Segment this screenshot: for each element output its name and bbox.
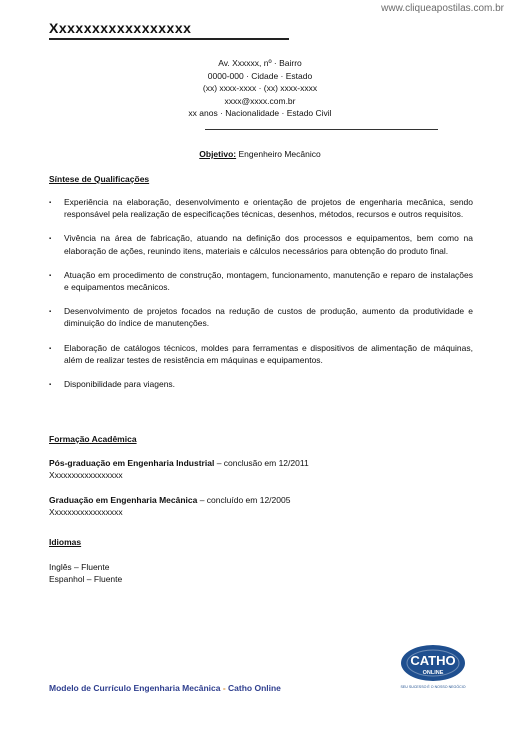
course-name: Pós-graduação em Engenharia Industrial [49,458,215,468]
footer-text [49,683,281,693]
objective-label: Objetivo: [199,149,237,159]
institution: Xxxxxxxxxxxxxxxxx [49,470,123,481]
education-item [49,457,469,482]
language-item: Espanhol – Fluente [49,574,123,585]
list-item: ▪ Disponibilidade para viagens. [49,378,473,390]
name-divider [49,38,289,40]
course-status: – conclusão em 12/2011 [214,458,309,468]
language-item: Inglês – Fluente [49,562,110,572]
qualifications-list [49,196,473,402]
footer-separator: - [220,683,229,693]
candidate-name: Xxxxxxxxxxxxxxxxx [49,20,192,36]
city-line: 0000-000 · Cidade · Estado [207,70,313,81]
qualifications-heading: Síntese de Qualificações [49,174,150,184]
logo-sub: ONLINE [422,670,444,676]
email-line: xxxx@xxxx.com.br [224,95,296,106]
list-item: ▪ Elaboração de catálogos técnicos, moldes para ferramentas e dispositivos de alimentação de máquinas, além de realizar testes de resistência em máquinas e equipamentos. [49,342,473,366]
education-item [49,494,469,519]
phone-line: (xx) xxxx-xxxx · (xx) xxxx-xxxx [202,83,318,94]
objective [130,149,390,159]
list-item: ▪ Vivência na área de fabricação, atuando na definição dos processos e equipamentos, bem como na elaboração de ações, reunindo itens, materiais e cálculos necessários para obtenção do produto final. [49,232,473,256]
institution: Xxxxxxxxxxxxxxxxx [49,507,123,518]
list-item: ▪ Desenvolvimento de projetos focados na redução de custos de produção, aumento da produtividade e diminuição do índice de manutenções. [49,305,473,329]
list-item: ▪ Atuação em procedimento de construção, montagem, funcionamento, manutenção e reparo de instalações e equipamentos mecânicos. [49,269,473,293]
course-name: Graduação em Engenharia Mecânica [49,495,198,505]
personal-line: xx anos · Nacionalidade · Estado Civil [188,108,332,119]
footer-title: Modelo de Currículo Engenharia Mecânica [49,683,221,693]
logo-tagline: SEU SUCESSO É O NOSSO NEGÓCIO [400,685,466,689]
logo-brand: CATHO [410,653,456,668]
contact-block [150,57,370,120]
contact-divider [205,129,438,130]
catho-logo [398,643,468,691]
languages-list [49,561,122,586]
footer-brand: Catho Online [228,683,281,693]
languages-heading: Idiomas [49,537,82,547]
education-heading: Formação Acadêmica [49,434,137,444]
objective-value: Engenheiro Mecânico [238,149,321,159]
watermark: www.cliqueapostilas.com.br [381,3,504,14]
list-item: ▪ Experiência na elaboração, desenvolvimento e orientação de projetos de engenharia mecânica, sendo responsável pela realização de especificações técnicas, desenhos, métodos, recursos e outros requisitos. [49,196,473,220]
course-status: – concluído em 12/2005 [197,495,291,505]
address-line: Av. Xxxxxx, nº · Bairro [218,58,302,68]
